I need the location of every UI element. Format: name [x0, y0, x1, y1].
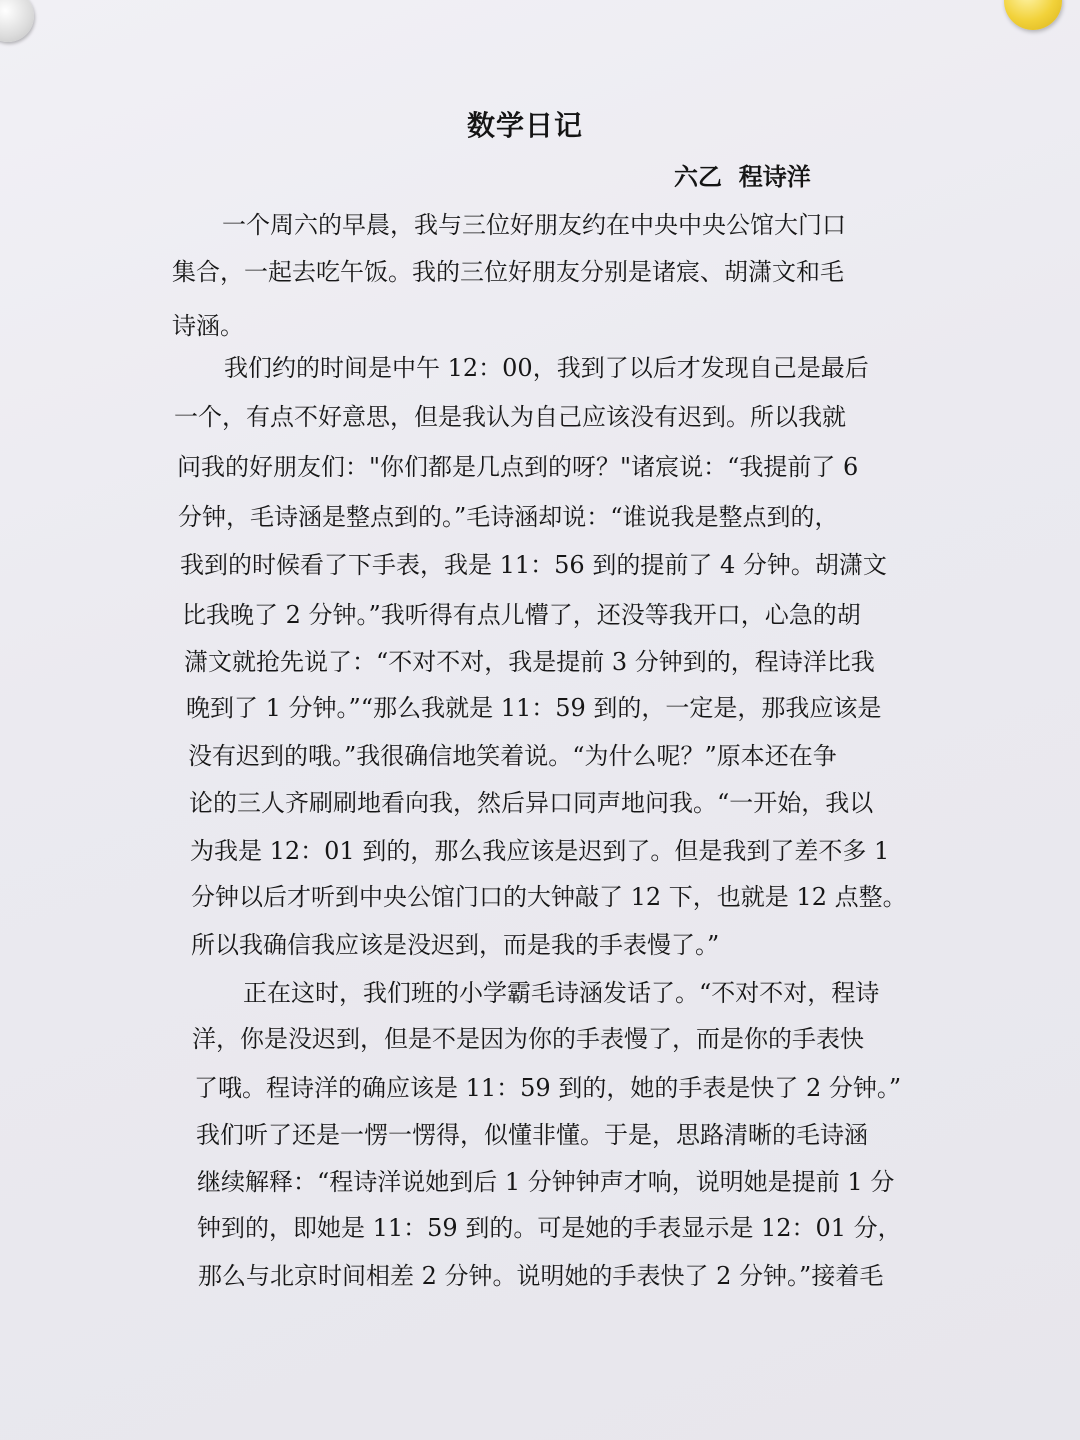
text-line: 没有迟到的哦。”我很确信地笑着说。“为什么呢？”原本还在争 — [188, 742, 837, 770]
text-line: 我们约的时间是中午 12：00，我到了以后才发现自己是最后 — [224, 354, 869, 382]
text-line: 一个周六的早晨，我与三位好朋友约在中央中央公馆大门口 — [222, 211, 846, 239]
text-line: 问我的好朋友们："你们都是几点到的呀？"诸宸说：“我提前了 6 — [177, 453, 859, 481]
text-line: 晚到了 1 分钟。”“那么我就是 11：59 到的，一定是，那我应该是 — [186, 694, 882, 722]
pushpin-yellow-icon — [1004, 0, 1062, 30]
text-line: 一个，有点不好意思，但是我认为自己应该没有迟到。所以我就 — [174, 403, 846, 431]
text-line: 继续解释：“程诗洋说她到后 1 分钟钟声才响，说明她是提前 1 分 — [197, 1168, 895, 1196]
text-line: 我到的时候看了下手表，我是 11：56 到的提前了 4 分钟。胡潇文 — [180, 551, 887, 579]
text-line: 集合，一起去吃午饭。我的三位好朋友分别是诸宸、胡潇文和毛 — [172, 258, 844, 286]
author-line: 六乙 程诗洋 — [674, 162, 811, 191]
text-line: 所以我确信我应该是没迟到，而是我的手表慢了。” — [191, 931, 720, 959]
text-line: 比我晚了 2 分钟。”我听得有点儿懵了，还没等我开口，心急的胡 — [182, 601, 861, 629]
text-line: 为我是 12：01 到的，那么我应该是迟到了。但是我到了差不多 1 — [190, 837, 890, 865]
text-line: 论的三人齐刷刷地看向我，然后异口同声地问我。“一开始，我以 — [189, 789, 874, 817]
text-line: 我们听了还是一愣一愣得，似懂非懂。于是，思路清晰的毛诗涵 — [196, 1121, 868, 1149]
document-title: 数学日记 — [466, 109, 583, 142]
text-line: 了哦。程诗洋的确应该是 11：59 到的，她的手表是快了 2 分钟。” — [194, 1074, 902, 1102]
text-line: 洋，你是没迟到，但是不是因为你的手表慢了，而是你的手表快 — [192, 1025, 864, 1053]
text-line: 钟到的，即她是 11：59 到的。可是她的手表显示是 12：01 分， — [197, 1214, 902, 1242]
text-line: 那么与北京时间相差 2 分钟。说明她的手表快了 2 分钟。”接着毛 — [198, 1262, 884, 1290]
text-line: 潇文就抢先说了：“不对不对，我是提前 3 分钟到的，程诗洋比我 — [184, 648, 875, 676]
text-line: 诗涵。 — [172, 312, 244, 340]
text-line: 分钟以后才听到中央公馆门口的大钟敲了 12 下，也就是 12 点整。 — [191, 883, 907, 911]
pushpin-white-icon — [0, 0, 34, 42]
text-line: 分钟，毛诗涵是整点到的。”毛诗涵却说：“谁说我是整点到的， — [178, 503, 839, 531]
text-line: 正在这时，我们班的小学霸毛诗涵发话了。“不对不对，程诗 — [243, 979, 880, 1007]
